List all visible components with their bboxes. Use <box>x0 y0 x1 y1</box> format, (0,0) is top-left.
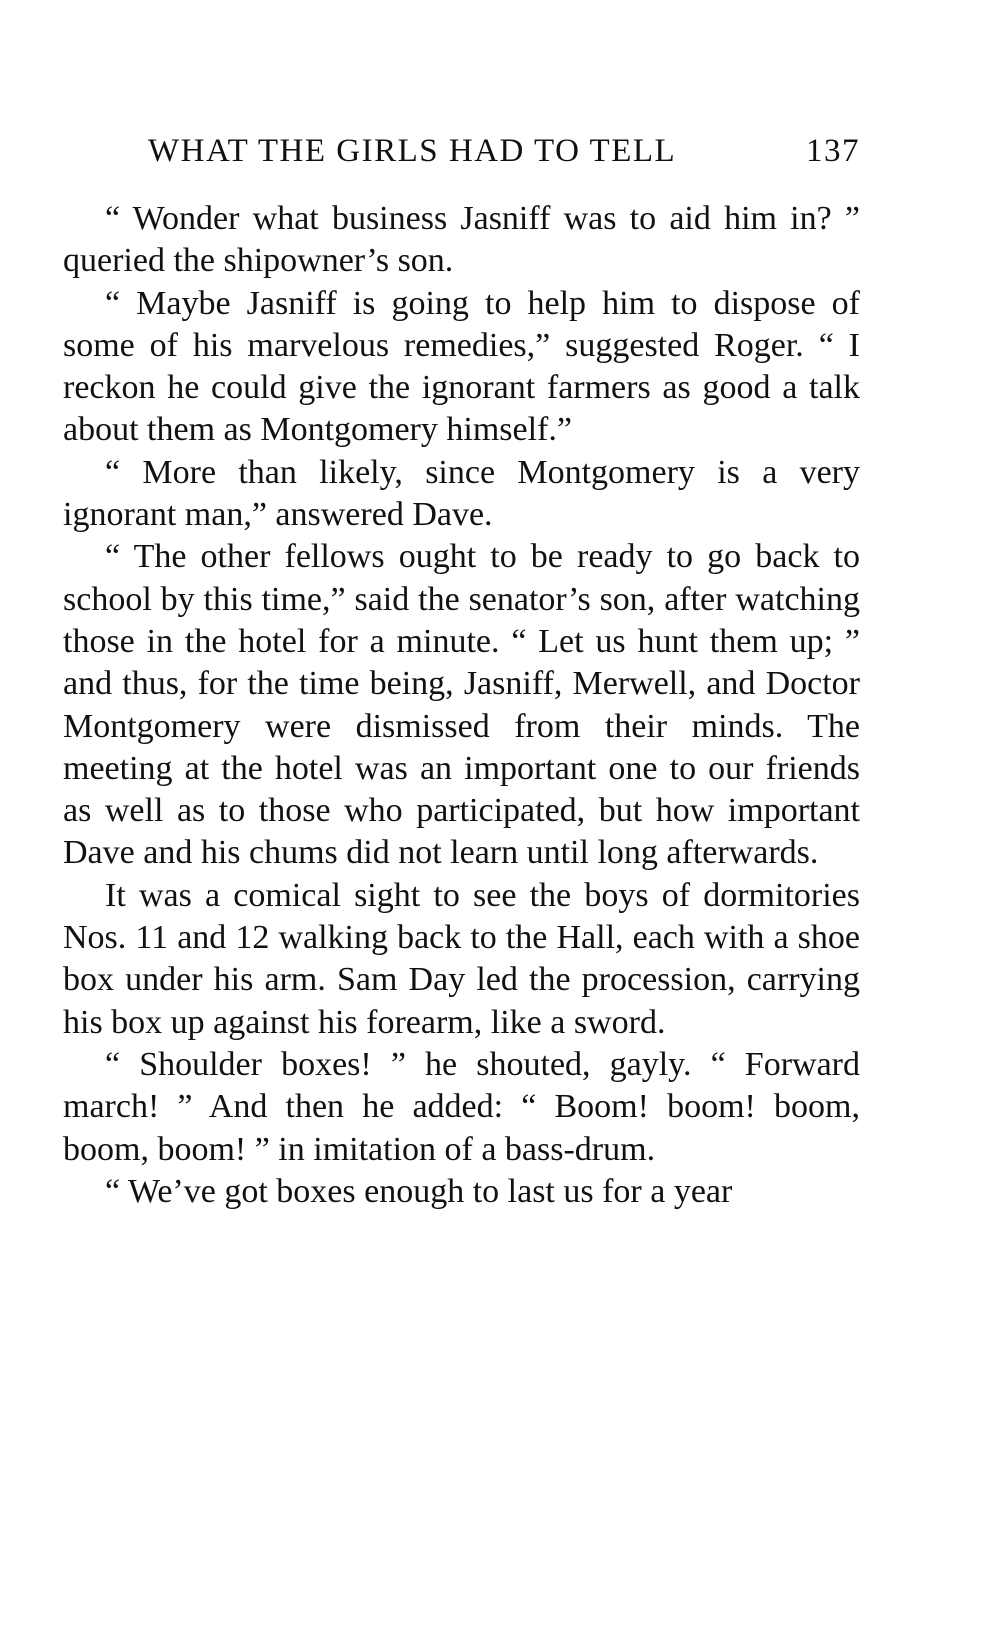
running-header <box>148 133 860 177</box>
body-text <box>63 198 860 1213</box>
paragraph: “ The other fellows ought to be ready to go back to school by this time,” said the senator’s son, after watching those in the hotel for a minute. “ Let us hunt them up; ” and thus, for the time being, Jasniff, Merwell, and Doctor Montgomery were dismissed from their minds. The meeting at the hotel was an important one to our friends as well as to those who participated, but how important Dave and his chums did not learn until long afterwards. <box>63 538 860 872</box>
paragraph: “ More than likely, since Montgomery is a very ignorant man,” answered Dave. <box>63 453 860 534</box>
paragraph: “ Shoulder boxes! ” he shouted, gayly. “ Forward march! ” And then he added: “ Boom! boom! boom, boom, boom! ” in imitation of a bass-drum. <box>63 1045 860 1168</box>
page-number: 137 <box>806 133 860 169</box>
paragraph: It was a comical sight to see the boys of dormitories Nos. 11 and 12 walking back to the Hall, each with a shoe box under his arm. Sam Day led the procession, carrying his box up against his forearm, like a sword. <box>63 876 860 1041</box>
paragraph: “ Maybe Jasniff is going to help him to dispose of some of his marvelous remedies,” suggested Roger. “ I reckon he could give the ignorant farmers as good a talk about them as Montgomery himself.” <box>63 284 860 449</box>
paragraph: “ Wonder what business Jasniff was to aid him in? ” queried the shipowner’s son. <box>63 200 860 280</box>
running-title: WHAT THE GIRLS HAD TO TELL <box>148 133 677 169</box>
paragraph: “ We’ve got boxes enough to last us for a year <box>105 1172 733 1210</box>
